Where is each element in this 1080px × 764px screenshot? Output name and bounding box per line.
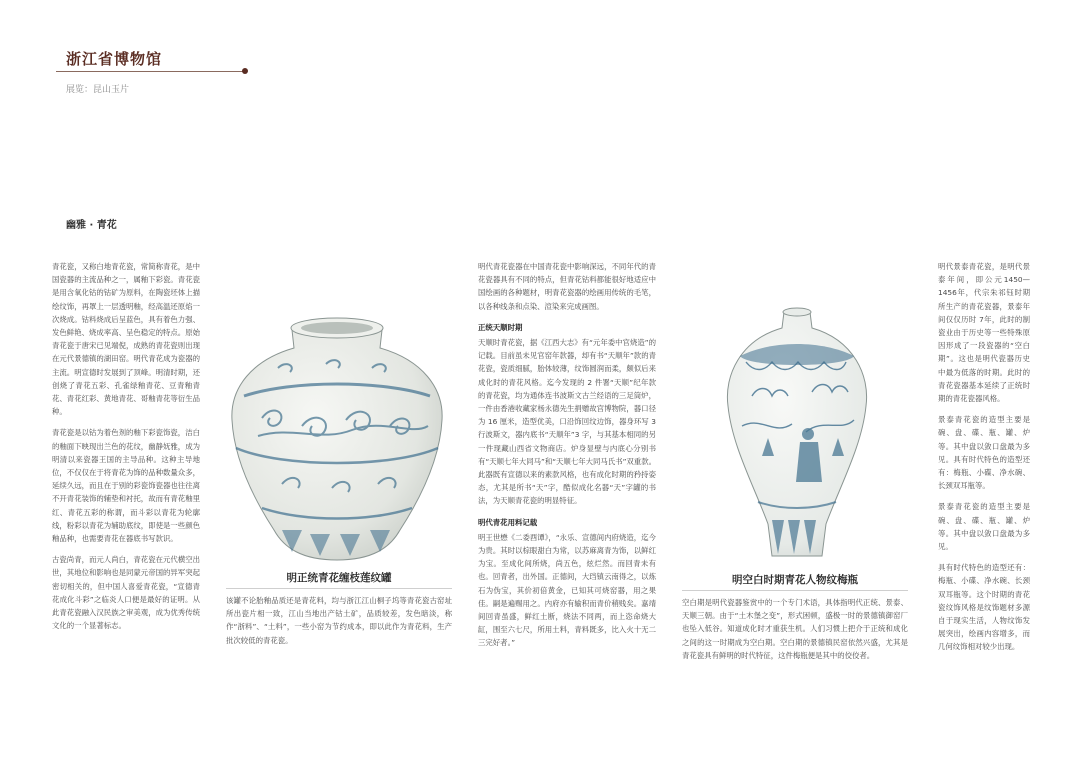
text-column-middle (478, 260, 656, 658)
paragraph: 明代青花瓷器在中国青花瓷中影响深远，不同年代的青花瓷器具有不同的特点，但青花钴料都能很好地适应中国绘画的各种题材，明青花瓷器的绘画用传统的毛笔，以各种线条和点染、渲染来完成画图。 (478, 262, 656, 311)
paragraph: 景泰青花瓷的造型主要是碗、盘、碟、瓶、罐、炉等。其中盘以敛口盘最为多见。 (938, 502, 1030, 552)
jar-caption: 明正统青花缠枝莲纹罐 (286, 572, 392, 584)
vase-caption: 明空白时期青花人物纹梅瓶 (732, 574, 858, 586)
text-column-right (938, 260, 1030, 662)
paragraph: 景泰青花瓷的造型主要是碗、盘、碟、瓶、罐、炉等。其中盘以敛口盘最为多见。具有时代特色的造型还有：梅瓶、小碟、净水碗、长颈双耳瓶等。 (938, 415, 1030, 491)
vase-illustration (722, 306, 872, 564)
paragraph: 具有时代特色的造型还有：梅瓶、小碟、净水碗、长颈双耳瓶等。这个时期的青花瓷纹饰风格是纹饰题材多源自于现实生活，人物纹饰发展突出，绘画内容增多，而几何纹饰相对较少出现。 (938, 563, 1030, 652)
paragraph: 青花瓷是以钴为着色剂的釉下彩瓷饰瓷，洁白的釉面下映现出兰色的花纹，幽静妩雅，成为明清以来瓷器王国的主导品种。这种主导地位，不仅仅在于将青花为饰的品种数量众多，延续久远，而且在于别的彩瓷饰瓷器也往往离不开青花装饰的辅垫和衬托，故而有青花釉里红、青花五彩的称谓，而斗彩以青花为轮廓线，粉彩以青花为辅助底纹，即使是一些颜色釉品种，也需要青花在器底书写款识。 (52, 428, 200, 544)
caption-divider (226, 588, 452, 589)
subheading: 正统天顺时期 (478, 322, 523, 332)
subheading: 明代青花用料记载 (478, 517, 538, 527)
paragraph: 古瓷尚青，而元人尚白，青花瓷在元代横空出世，其地位和影响也是同蒙元帝国的异军突起密切相关的，但中国人喜爱青花瓷，“宣德青花成化斗彩”之临炎人口便是最好的证明。从此青花瓷融入汉民族之审美观，成为优秀传统文化的一个显著标志。 (52, 555, 200, 631)
museum-title: 浙江省博物馆 (66, 50, 163, 68)
exhibit-label: 展览：昆山玉片 (66, 85, 130, 95)
paragraph: 天顺时青花瓷，据《江西大志》有“元年委中官烧造”的记载。目前虽未见官窑年款器，却有书“天顺年”款的青花瓷，瓷质细腻，胎体较薄，纹饰圆润而柔，颇似后来成化时的青花风格。迄今发现的 2 件署“天顺”纪年款的青花瓷，均为通体连书波斯文古兰经语的三足筒炉，一件由香港收藏家杨永德先生捐赠故宫博物院，器口径为 16 厘米，造型优美，口沿饰回纹边饰，器身环写 3 行波斯文，器内底书“天顺年”3 字，与其基本相同的另一件现藏山西省文物商店。炉身显壁与内底心分别书有“天顺七年大同马”和“天顺七年大同马氏书”双重款。此器既有宣德以来的素款风格，也有成化时期的矜持姿态，尤其是所书“天”字，酷似成化名器“天”字罐的书法，为天顺青花瓷的明显特征。 (478, 338, 656, 506)
paragraph: 明王世懋《二委酉谭》，“永乐、宣德间内府烧造，迄今为贵。其时以棕眼甜白为常，以苏麻离青为饰，以鲜红为宝。至成化间所烧，尚五色，炫烂然。而回青未有也。回青者，出外国。正德间，大珰镇云南得之，以炼石为伪宝，其价初倍黄金，已知其可烧窑器，用之果佳。嗣是遍赐用之。内府亦有输积而青价稍贱矣。嘉靖间回青虽盛，鲜红土断，烧法不同两，而上恣命烧大缸，围至六七尺，所用土料，青料既多，比入火十无二三完好者。” (478, 532, 656, 648)
paragraph: 明代景泰青花瓷，是明代景泰年间，即公元1450—1456年，代宗朱祁钰时期所生产的青花瓷器，景泰年间仅仅历时 7年，此时的制瓷业由于历史等一些特殊原因形成了一段瓷器的“空白期”。这也是明代瓷器历史中最为低落的时期。此时的青花瓷器基本延续了正统时期的青花瓷器风格。 (938, 262, 1030, 404)
vase-description: 空白期是明代瓷器鉴赏中的一个专门术语，具体指明代正统、景泰、天顺三朝。由于“土木堡之变”，形式困顿，盛极一时的景德镇御窑厂也坠入低谷。知道成化时才重获生机。人们习惯上把介于正统和成化之间的这一时期成为空白期。空白期的景德镇民窑依然兴盛，尤其是青花瓷具有鲜明的时代特征，这件梅瓶便是其中的佼佼者。 (682, 598, 908, 660)
title-underline (56, 71, 244, 72)
jar-illustration (222, 308, 452, 566)
title-underline-dot (242, 68, 248, 74)
text-column-left (52, 260, 200, 640)
paragraph: 青花瓷，又称白地青花瓷，常简称青花，是中国瓷器的主流品种之一，属釉下彩瓷。青花瓷是用含氧化钴的钴矿为原料，在陶瓷坯体上描绘纹饰，再罩上一层透明釉，经高温还原焰一次烧成。钴料烧成后呈蓝色，具有着色力强、发色鲜艳、烧成率高、呈色稳定的特点。原始青花瓷于唐宋已见端倪，成熟的青花瓷则出现在元代景德镇的湖田窑。明代青花成为瓷器的主流。明宣德时发展到了顶峰。明清时期，还创烧了青花五彩、孔雀绿釉青花、豆青釉青花、青花红彩、黄地青花、哥釉青花等衍生品种。 (52, 262, 200, 417)
section-heading: 幽雅 · 青花 (66, 220, 117, 231)
jar-description: 该罐不论胎釉品质还是青花料，均与浙江江山桐子坞等青花瓷古窑址所出瓷片相一致，江山当地出产钴土矿，品质较差，发色暗淡，称作“浙料”、“土料”，一些小窑为节约成本，即以此作为青花料，生产批次较低的青花瓷。 (226, 596, 452, 645)
caption-divider (682, 590, 908, 591)
